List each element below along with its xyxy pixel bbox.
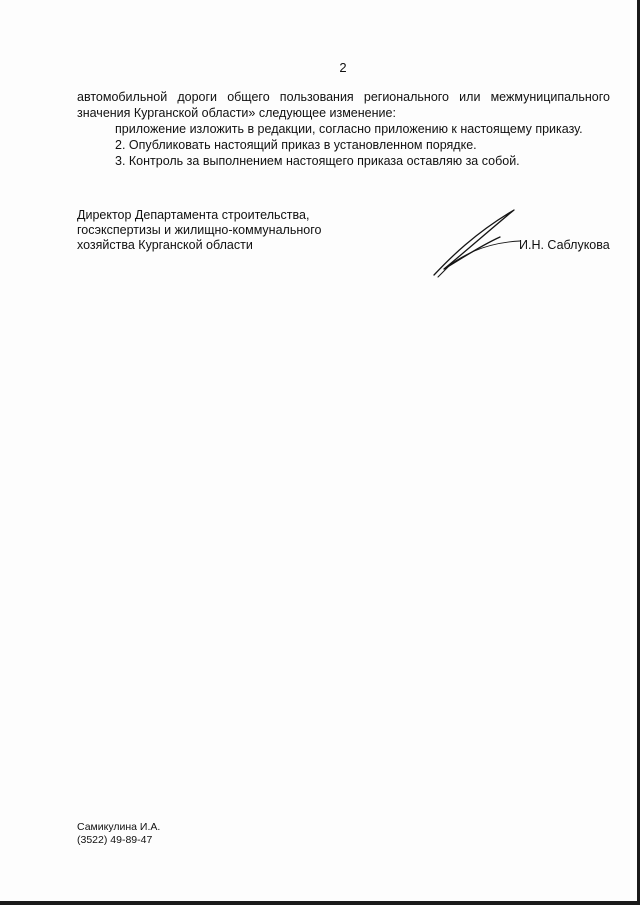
order-item-3: 3. Контроль за выполнением настоящего приказа оставляю за собой. bbox=[115, 154, 520, 168]
body-line-3: приложение изложить в редакции, согласно приложению к настоящему приказу. bbox=[115, 122, 583, 136]
executor-name: Самикулина И.А. bbox=[77, 821, 161, 833]
page-number: 2 bbox=[339, 60, 347, 75]
signer-name: И.Н. Саблукова bbox=[519, 238, 610, 252]
signer-title-line-2: госэкспертизы и жилищно-коммунального bbox=[77, 223, 322, 237]
order-item-2: 2. Опубликовать настоящий приказ в установленном порядке. bbox=[115, 138, 477, 152]
handwritten-signature bbox=[430, 203, 525, 281]
body-line-1: автомобильной дороги общего пользования регионального или межмуниципального bbox=[77, 90, 610, 104]
signer-title-line-1: Директор Департамента строительства, bbox=[77, 208, 310, 222]
body-line-2: значения Курганской области» следующее изменение: bbox=[77, 106, 396, 120]
executor-phone: (3522) 49-89-47 bbox=[77, 834, 153, 846]
signer-title-line-3: хозяйства Курганской области bbox=[77, 238, 253, 252]
scan-edge-bottom bbox=[0, 901, 640, 905]
